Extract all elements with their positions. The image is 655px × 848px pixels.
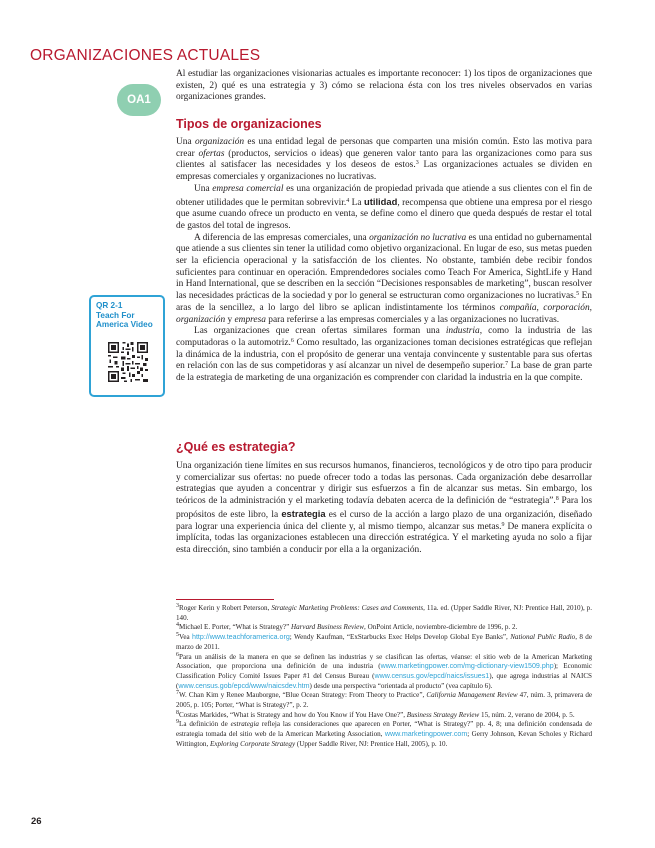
footnote-6: $^6$Para un análisis de la manera en que se definen las industrias y se clasifican las ofertas, véanse: el sitio web de la American Marketing Association, que proporciona una definición de una industria (www.marketingpower.com/mg-dictionary-view1509.php); Economic Classification Policy Comité Issues Paper #1 del Census Bureau (www.census.gov/epcd/naics/issues1), que agrega industrias al NAICS (www.census.gob/epcd/www/naicsdev.htm) desde una perspectiva “orientada al producto” (vea capítulo 6). [176, 651, 593, 690]
footnote-4: $^4$Michael E. Porter, “What is Strategy?” Harvard Business Review, OnPoint Article, noviembre-diciembre de 1996, p. 2. [176, 622, 518, 632]
footnote-rule [176, 599, 274, 600]
footnote-5: $^5$Vea http://www.teachforamerica.org; Wendy Kaufman, “ExStarbucks Exec Helps Develop Global Eye Banks”, National Public Radio, 8 de marzo de 2011. [176, 632, 592, 651]
body-section-2 [176, 461, 592, 557]
footnote-link[interactable]: www.marketingpower.com/mg-dictionary-view1509.php [380, 662, 554, 671]
footnote-7: $^7$W. Chan Kim y Renee Mauborgne, “Blue Ocean Strategy: From Theory to Practice”, California Management Review 47, núm. 3, primavera de 2005, p. 105; Porter, “What is Strategy?”, p. 2. [176, 690, 593, 710]
footnote-link[interactable]: www.census.gov/epcd/naics/issues1 [374, 671, 490, 680]
paragraph-empresa-comercial: Una empresa comercial es una organización de propiedad privada que atiende a sus clientes con el fin de obtener utilidades que le permitan sobrevivir.$^4$ La utilidad, recompensa que obtiene una empresa por el riesgo que asume cuando ofrece un producto en venta, se define como el dinero que queda después de restar el total de gastos del total de ingresos. [176, 183, 593, 231]
body-section-1 [176, 137, 592, 385]
footnote-9: $^9$La definición de estrategia refleja las consideraciones que aparecen en Porter, “What is Strategy?” pp. 4, 8; una definición condensada de estrategia tomada del sitio web de la American Marketing Association, www.marketingpower.com; Gerry Johnson, Kevan Scholes y Richard Wittington, Exploring Corporate Strategy (Upper Saddle River, NJ: Prentice Hall, 2005), p. 10. [176, 719, 592, 748]
qr-label: QR 2-1 Teach For America Video [96, 301, 153, 330]
footnote-link[interactable]: www.census.gob/epcd/www/naicsdev.htm [178, 681, 310, 690]
qr-code-icon[interactable] [108, 342, 148, 382]
footnotes [176, 604, 592, 750]
heading-tipos-de-organizaciones: Tipos de organizaciones [176, 117, 322, 131]
footnote-8: $^8$Costas Markides, “What is Strategy and how do You Know if You Have One?”, Business Strategy Review 15, núm. 2, verano de 2004, p. 5. [176, 709, 575, 719]
paragraph-industria: Las organizaciones que crean ofertas similares forman una industria, como la industria de las computadoras o la automotriz.$^6$ Como resultado, las organizaciones toman decisiones estratégicas que reflejan la dinámica de la industria, con el propósito de generar una ventaja convincente y sustentable para sus ofertas en relación con las de sus competidoras y así alcanzar un nivel de desempeño superior.$^7$ La base de gran parte de la estrategia de marketing de una organización es comprender con claridad la industria en la que compite. [176, 326, 593, 384]
footnote-link[interactable]: http://www.teachforamerica.org [192, 633, 290, 642]
section-title: ORGANIZACIONES ACTUALES [30, 47, 261, 64]
page-number: 26 [31, 816, 42, 827]
heading-que-es-estrategia: ¿Qué es estrategia? [176, 440, 296, 454]
paragraph-estrategia: Una organización tiene límites en sus recursos humanos, financieros, tecnológicos y de otro tipo para producir y comercializar sus ofertas: no puede ofrecer todo a todas las personas. Cada organización debe desarrollar estrategias que ayuden a concentrar y dirigir sus esfuerzos a fin de alcanzar sus metas. Sin embargo, los teóricos de la administración y el marketing todavía debaten acerca de la definición de “estrategia”.$^8$ Para los propósitos de este libro, la estrategia es el curso de la acción a largo plazo de una organización, diseñado para lograr una experiencia única del cliente y, al mismo tiempo, alcanzar sus metas.$^9$ De manera explícita o implícita, todas las organizaciones establecen una dirección estratégica. Y el marketing ayuda no solo a fijar esta dirección, sino también a conducir por ella a la organización. [176, 461, 593, 555]
paragraph-organizacion: Una organización es una entidad legal de personas que comparten una misión común. Esto las motiva para crear ofertas (productos, servicios o ideas) que generen valor tanto para las organizaciones como para sus clientes al satisfacer las necesidades y los deseos de estos.$^3$ Las organizaciones actuales se dividen en empresas comerciales y organizaciones no lucrativas. [176, 137, 593, 183]
footnote-link[interactable]: www.marketingpower.com [384, 730, 468, 739]
qr-video-box[interactable] [89, 295, 165, 397]
learning-objective-badge: OA1 [117, 84, 161, 116]
paragraph-no-lucrativa: A diferencia de las empresas comerciales, una organización no lucrativa es una entidad no gubernamental que atiende a sus clientes sin tener la utilidad como objetivo organizacional. En lugar de eso, sus metas pueden ser la eficiencia operacional y la satisfacción de los clientes. No obstante, también debe recibir fondos suficientes para continuar en operación. Emprendedores sociales como Teach For America, SightLife y Hand in Hand International, que se describen en la sección “Decisiones responsables de marketing”, buscan resolver las necesidades prácticas de la sociedad y por lo general se estructuran como organizaciones no lucrativas.$^5$ En aras de la sencillez, a lo largo del libro se aplican indistintamente los términos compañía, corporación, organización y empresa para referirse a las empresas comerciales y a las organizaciones no lucrativas. [176, 232, 592, 325]
intro-paragraph: Al estudiar las organizaciones visionarias actuales es importante reconocer: 1) los tipos de organizaciones que existen, 2) qué es una estrategia y 3) cómo se relaciona ésta con los tres niveles observados en varias organizaciones grandes. [176, 69, 592, 103]
footnote-3: $^3$Roger Kerin y Robert Peterson, Strategic Marketing Problems: Cases and Comments, 11a. ed. (Upper Saddle River, NJ: Prentice Hall, 2010), p. 140. [176, 603, 592, 622]
